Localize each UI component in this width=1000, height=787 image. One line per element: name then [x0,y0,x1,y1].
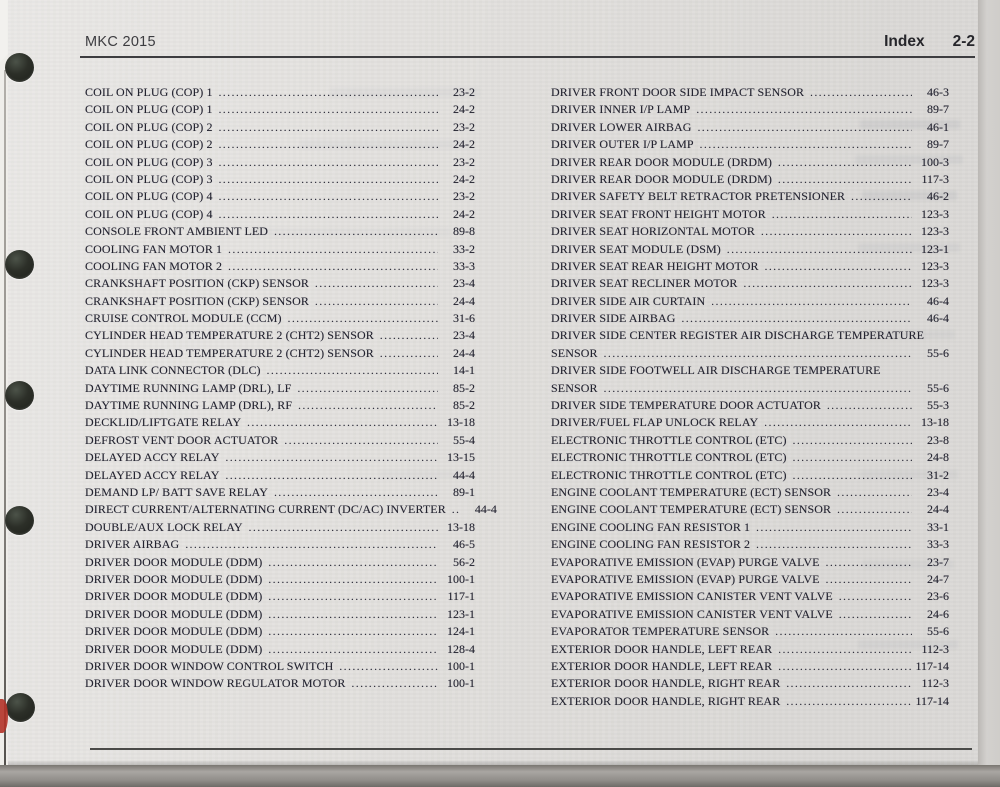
index-entry [85,154,475,171]
index-entry [85,397,475,414]
dot-leader [851,189,912,206]
dot-leader [267,363,438,380]
entry-label: EVAPORATIVE EMISSION (EVAP) PURGE VALVE [551,571,820,586]
entry-page-ref: 89-7 [927,102,949,117]
entry-page-ref: 123-3 [921,206,949,221]
index-entry [85,554,475,571]
dot-leader [315,294,438,311]
dot-leader [793,433,912,450]
entry-label: ENGINE COOLING FAN RESISTOR 1 [551,519,751,534]
entry-label: DRIVER REAR DOOR MODULE (DRDM) [551,154,772,169]
entry-page-ref: 24-7 [927,571,949,586]
entry-label: DRIVER DOOR MODULE (DDM) [85,624,263,639]
entry-label: COIL ON PLUG (COP) 1 [85,102,213,117]
entry-page-ref: 100-3 [921,154,949,169]
page-number: 2-2 [952,33,975,50]
entry-page-ref: 124-1 [447,624,475,639]
entry-label: DRIVER SIDE AIR CURTAIN [551,293,706,308]
binder-hole [5,381,34,410]
entry-page-ref: 23-2 [453,119,475,134]
index-entry [551,84,949,101]
entry-page-ref: 46-4 [927,311,949,326]
entry-page-ref: 46-4 [927,293,949,308]
dot-leader [826,555,912,572]
entry-label: EVAPORATIVE EMISSION (EVAP) PURGE VALVE [551,554,820,569]
dot-leader [772,207,912,224]
entry-page-ref: 117-14 [915,658,949,673]
index-entry [85,536,475,553]
entry-label: DOUBLE/AUX LOCK RELAY [85,519,243,534]
entry-page-ref: 44-4 [474,502,497,517]
dot-leader [793,468,912,485]
dot-leader [219,85,438,102]
index-entry [85,501,497,518]
index-entry [551,641,949,658]
entry-page-ref: 24-2 [453,206,475,221]
model-year-label: MKC 2015 [85,34,156,50]
entry-label: ENGINE COOLING FAN RESISTOR 2 [551,537,751,552]
index-entry [85,641,475,658]
entry-label: ELECTRONIC THROTTLE CONTROL (ETC) [551,432,787,447]
entry-page-ref: 117-14 [915,693,949,708]
entry-page-ref: 123-3 [921,258,949,273]
index-entry [551,501,949,518]
entry-label: DRIVER SIDE CENTER REGISTER AIR DISCHARGE TEMPERATURE [551,328,925,343]
entry-page-ref: 31-6 [453,311,475,326]
index-entry [551,241,949,258]
entry-page-ref: 89-7 [927,137,949,152]
index-entry [551,484,949,501]
entry-label: COIL ON PLUG (COP) 4 [85,206,213,221]
entry-label: ELECTRONIC THROTTLE CONTROL (ETC) [551,467,787,482]
entry-page-ref: 55-3 [927,398,949,413]
entry-label: DATA LINK CONNECTOR (DLC) [85,363,261,378]
entry-label: DRIVER DOOR WINDOW REGULATOR MOTOR [85,676,346,691]
entry-label: DRIVER FRONT DOOR SIDE IMPACT SENSOR [551,85,805,99]
dot-leader [604,381,912,398]
entry-label: DRIVER SIDE FOOTWELL AIR DISCHARGE TEMPERATURE [551,363,881,378]
entry-label: COIL ON PLUG (COP) 4 [85,189,213,204]
index-entry [551,623,949,640]
index-entry [551,693,949,710]
entry-page-ref: 23-6 [927,589,949,604]
index-entry [85,519,475,536]
entry-page-ref: 112-3 [921,676,949,691]
index-entry [551,658,949,675]
dot-leader [219,189,438,206]
index-entry [85,171,475,188]
entry-page-ref: 117-1 [447,589,475,604]
dot-leader [826,572,912,589]
index-entry [85,658,475,675]
entry-label: ENGINE COOLANT TEMPERATURE (ECT) SENSOR [551,485,832,500]
entry-page-ref: 33-3 [927,537,949,552]
index-entry [551,327,949,362]
entry-label: EXTERIOR DOOR HANDLE, LEFT REAR [551,641,773,656]
entry-page-ref: 23-8 [927,432,949,447]
entry-label: DRIVER DOOR WINDOW CONTROL SWITCH [85,658,334,673]
dot-leader [268,607,438,624]
entry-page-ref: 23-2 [453,154,475,169]
entry-label: DRIVER DOOR MODULE (DDM) [85,606,263,621]
index-entry [85,449,475,466]
dot-leader [268,624,438,641]
entry-page-ref: 24-4 [927,502,949,517]
dot-leader [380,328,438,345]
index-entry [551,275,949,292]
entry-page-ref: 46-1 [927,119,949,134]
dot-leader [268,572,438,589]
index-entry [551,397,949,414]
index-entry [85,188,475,205]
entry-label: DAYTIME RUNNING LAMP (DRL), LF [85,380,292,395]
entry-page-ref: 46-3 [927,85,949,99]
index-entry [85,84,475,101]
dot-leader [225,450,438,467]
entry-page-ref: 123-1 [447,606,475,621]
entry-page-ref: 100-1 [447,658,475,673]
dot-leader [696,102,912,119]
entry-page-ref: 24-4 [453,293,475,308]
dot-leader [778,659,912,676]
dot-leader [225,468,438,485]
dot-leader [247,415,438,432]
footer-rule [90,748,972,750]
entry-page-ref: 24-8 [927,450,949,465]
entry-label: DRIVER DOOR MODULE (DDM) [85,589,263,604]
entry-label: ELECTRONIC THROTTLE CONTROL (ETC) [551,450,787,465]
index-entry [85,380,475,397]
entry-label: CONSOLE FRONT AMBIENT LED [85,224,269,239]
dot-leader [274,224,438,241]
entry-page-ref: 23-4 [453,276,475,291]
entry-label: DRIVER DOOR MODULE (DDM) [85,554,263,569]
dot-leader [786,676,912,693]
entry-label: EXTERIOR DOOR HANDLE, LEFT REAR [551,658,773,673]
index-entry [85,101,475,118]
dot-leader [778,155,912,172]
entry-label: DRIVER AIRBAG [85,537,180,552]
index-entry [85,414,475,431]
dot-leader [352,676,438,693]
index-entry [85,310,475,327]
dot-leader [228,259,438,276]
entry-page-ref: 23-2 [453,189,475,204]
index-entry [85,293,475,310]
dot-leader [284,433,438,450]
entry-page-ref: 13-18 [447,415,475,430]
page-header [85,33,975,51]
entry-label: COIL ON PLUG (COP) 3 [85,154,213,169]
entry-label: DRIVER REAR DOOR MODULE (DRDM) [551,171,772,186]
index-entry [85,571,475,588]
entry-label: DRIVER SAFETY BELT RETRACTOR PRETENSIONER [551,189,846,204]
entry-label: ENGINE COOLANT TEMPERATURE (ECT) SENSOR [551,502,832,517]
dot-leader [298,398,438,415]
entry-label: DRIVER SEAT HORIZONTAL MOTOR [551,224,755,239]
entry-label-continued: SENSOR [551,345,598,360]
entry-page-ref: 85-2 [453,380,475,395]
index-column-right [551,84,949,710]
dot-leader [756,537,912,554]
index-entry [85,275,475,292]
entry-page-ref: 44-4 [453,467,475,482]
index-entry [551,188,949,205]
dot-leader [756,520,912,537]
index-entry [85,623,475,640]
entry-page-ref: 85-2 [453,398,475,413]
dot-leader [786,694,912,711]
dot-leader [711,294,912,311]
index-entry [551,258,949,275]
dot-leader [219,155,438,172]
entry-label: EVAPORATIVE EMISSION CANISTER VENT VALVE [551,589,833,604]
entry-page-ref: 23-2 [453,85,475,99]
dot-leader [268,642,438,659]
entry-label: CRANKSHAFT POSITION (CKP) SENSOR [85,276,310,291]
entry-page-ref: 100-1 [447,571,475,586]
index-entry [85,675,475,692]
index-entry [85,327,475,344]
entry-page-ref: 13-18 [447,519,475,534]
entry-label: DRIVER DOOR MODULE (DDM) [85,641,263,656]
dot-leader [700,137,912,154]
binder-hole [5,53,34,82]
index-entry [551,136,949,153]
index-entry [85,258,475,275]
index-entry [551,536,949,553]
entry-page-ref: 112-3 [921,641,949,656]
dot-leader [219,102,438,119]
index-entry [551,414,949,431]
entry-page-ref: 56-2 [453,554,475,569]
entry-label: CRANKSHAFT POSITION (CKP) SENSOR [85,293,310,308]
index-entry [551,675,949,692]
section-title: Index [884,33,925,50]
entry-page-ref: 23-7 [927,554,949,569]
entry-page-ref: 24-2 [453,137,475,152]
header-right [884,33,975,51]
entry-page-ref: 33-3 [453,258,475,273]
entry-page-ref: 123-3 [921,276,949,291]
dot-leader [268,589,438,606]
dot-leader [810,85,912,102]
dot-leader [839,607,912,624]
dot-leader [837,485,912,502]
index-entry [551,101,949,118]
page-edge-shadow [4,70,6,765]
entry-label: DRIVER SEAT REAR HEIGHT MOTOR [551,258,759,273]
entry-label: DRIVER SEAT FRONT HEIGHT MOTOR [551,206,766,221]
entry-label: DRIVER SIDE TEMPERATURE DOOR ACTUATOR [551,398,821,413]
entry-label: DRIVER OUTER I/P LAMP [551,137,694,152]
entry-label: EXTERIOR DOOR HANDLE, RIGHT REAR [551,693,781,708]
entry-label: COIL ON PLUG (COP) 3 [85,171,213,186]
index-entry [85,606,475,623]
dot-leader [775,624,912,641]
entry-label: COIL ON PLUG (COP) 2 [85,119,213,134]
entry-page-ref: 55-4 [453,432,475,447]
dot-leader [219,207,438,224]
index-entry [551,206,949,223]
index-entry [85,432,475,449]
book-bottom-edge [0,765,1000,787]
entry-label: DEMAND LP/ BATT SAVE RELAY [85,484,269,499]
index-entry [551,310,949,327]
entry-page-ref: 55-6 [927,345,949,360]
dot-leader [604,346,912,363]
page-right-edge [978,0,1000,787]
dot-leader [778,642,912,659]
entry-page-ref: 89-8 [453,224,475,239]
dot-leader [761,224,912,241]
index-entry [551,362,949,397]
dot-leader [837,502,912,519]
index-column-left [85,84,497,693]
entry-label: DRIVER/FUEL FLAP UNLOCK RELAY [551,415,759,430]
entry-label: CYLINDER HEAD TEMPERATURE 2 (CHT2) SENSOR [85,328,374,343]
entry-page-ref: 89-1 [453,484,475,499]
entry-page-ref: 24-6 [927,606,949,621]
dot-leader [288,311,438,328]
dot-leader [765,259,912,276]
entry-label: COIL ON PLUG (COP) 1 [85,85,213,99]
index-entry [85,119,475,136]
entry-label: DRIVER SEAT RECLINER MOTOR [551,276,738,291]
dot-leader [228,242,438,259]
index-entry [551,154,949,171]
entry-page-ref: 23-4 [927,485,949,500]
dot-leader [681,311,912,328]
entry-page-ref: 31-2 [927,467,949,482]
entry-label: DIRECT CURRENT/ALTERNATING CURRENT (DC/AC) INVERTER [85,502,446,517]
dot-leader [268,555,438,572]
index-entry [85,241,475,258]
dot-leader [219,120,438,137]
dot-leader [380,346,438,363]
entry-page-ref: 33-2 [453,241,475,256]
dot-leader [778,172,912,189]
entry-page-ref: 46-2 [927,189,949,204]
entry-label: COIL ON PLUG (COP) 2 [85,137,213,152]
dot-leader [764,415,912,432]
entry-label: DELAYED ACCY RELAY [85,450,220,465]
dot-leader [249,520,438,537]
index-entry [551,119,949,136]
entry-label: DRIVER DOOR MODULE (DDM) [85,571,263,586]
entry-label: DRIVER SEAT MODULE (DSM) [551,241,721,256]
entry-label: CRUISE CONTROL MODULE (CCM) [85,311,282,326]
entry-label: EVAPORATOR TEMPERATURE SENSOR [551,624,770,639]
index-entry [551,449,949,466]
entry-label: EXTERIOR DOOR HANDLE, RIGHT REAR [551,676,781,691]
dot-leader [727,242,912,259]
dot-leader [185,537,438,554]
entry-label: COOLING FAN MOTOR 2 [85,258,223,273]
index-entry [551,432,949,449]
dot-leader [744,276,912,293]
dot-leader [793,450,912,467]
entry-page-ref: 23-4 [453,328,475,343]
entry-page-ref: 55-6 [927,380,949,395]
entry-label: COOLING FAN MOTOR 1 [85,241,223,256]
entry-page-ref: 24-4 [453,345,475,360]
index-entry [85,588,475,605]
index-entry [551,571,949,588]
entry-page-ref: 117-3 [921,171,949,186]
dot-leader [827,398,912,415]
index-entry [551,519,949,536]
index-entry [551,554,949,571]
entry-page-ref: 46-5 [453,537,475,552]
dot-leader [839,589,912,606]
index-entry [551,171,949,188]
index-entry [85,345,475,362]
entry-label: DELAYED ACCY RELAY [85,467,220,482]
dot-leader [339,659,438,676]
index-entry [85,467,475,484]
entry-page-ref: 13-15 [447,450,475,465]
entry-page-ref: 13-18 [921,415,949,430]
entry-page-ref: 123-1 [921,241,949,256]
header-rule [80,56,975,58]
entry-page-ref: 100-1 [447,676,475,691]
entry-label: DECKLID/LIFTGATE RELAY [85,415,242,430]
entry-page-ref: 128-4 [447,641,475,656]
entry-page-ref: 33-1 [927,519,949,534]
dot-leader [452,502,460,519]
entry-page-ref: 14-1 [453,363,475,378]
entry-label: DRIVER LOWER AIRBAG [551,119,692,134]
entry-label: DAYTIME RUNNING LAMP (DRL), RF [85,398,293,413]
binder-hole [5,506,34,535]
entry-label: CYLINDER HEAD TEMPERATURE 2 (CHT2) SENSOR [85,345,374,360]
entry-label-continued: SENSOR [551,380,598,395]
entry-page-ref: 24-2 [453,102,475,117]
dot-leader [698,120,912,137]
dot-leader [219,172,438,189]
entry-page-ref: 123-3 [921,224,949,239]
dot-leader [315,276,438,293]
index-entry [551,588,949,605]
entry-label: DEFROST VENT DOOR ACTUATOR [85,432,279,447]
index-entry [551,467,949,484]
index-entry [85,362,475,379]
binder-hole [5,250,34,279]
index-entry [551,293,949,310]
entry-page-ref: 24-2 [453,171,475,186]
index-entry [85,206,475,223]
index-entry [551,606,949,623]
binder-hole [6,693,35,722]
entry-label: EVAPORATIVE EMISSION CANISTER VENT VALVE [551,606,833,621]
index-entry [85,136,475,153]
index-entry [85,484,475,501]
dot-leader [274,485,438,502]
entry-page-ref: 55-6 [927,624,949,639]
dot-leader [219,137,438,154]
entry-label: DRIVER INNER I/P LAMP [551,102,691,117]
index-entry [551,223,949,240]
index-entry [85,223,475,240]
entry-label: DRIVER SIDE AIRBAG [551,311,676,326]
dot-leader [297,381,438,398]
